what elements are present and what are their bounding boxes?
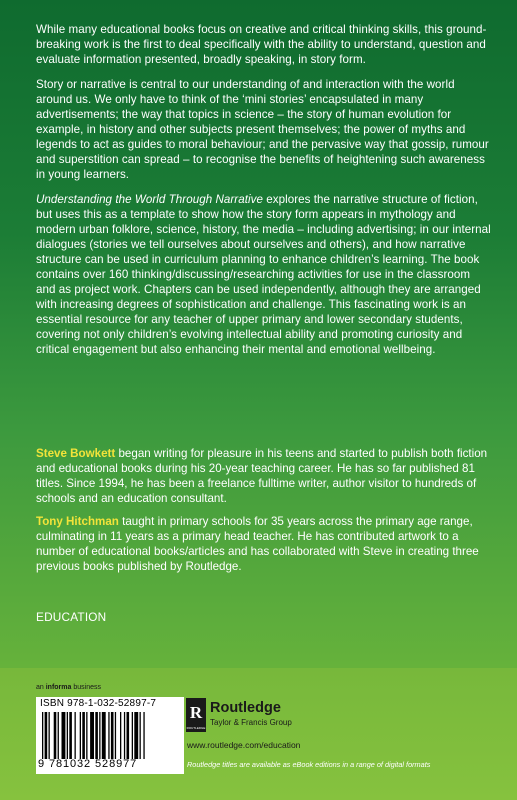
informa-logo-text: informa [45,684,72,691]
publisher-name: Routledge [210,700,281,716]
publisher-url: www.routledge.com/education [187,740,301,750]
author-bios [36,446,491,582]
informa-business-label: an informa business [36,684,101,691]
author-name: Tony Hitchman [36,515,119,528]
svg-text:ROUTLEDGE: ROUTLEDGE [186,726,206,730]
book-description [36,22,491,367]
author-bio-2 [36,514,491,574]
author-bio-text: taught in primary schools for 35 years across the primary age range, culminating in 11 years as a primary head teacher. He has contributed artwork to a number of educational books/articles and has collaborated with Steve in creating three previous books published by Routledge. [36,515,479,573]
isbn-label: ISBN 978-1-032-52897-7 [40,698,157,709]
barcode-digits: 9 781032 528977 [38,758,138,770]
subject-category: EDUCATION [36,610,107,624]
publisher-group: Taylor & Francis Group [210,718,292,727]
author-bio-text: began writing for pleasure in his teens and started to publish both fiction and educational books during his 20-year teaching career. He has so far published 81 titles. Since 1994, he has been a freelance fulltime writer, author visitor to hundreds of schools and an education consultant. [36,447,488,505]
description-paragraph-1: While many educational books focus on creative and critical thinking skills, this ground-breaking work is the first to deal specifically with the ability to understand, question and evaluate information presented, broadly speaking, in story form. [36,23,487,66]
routledge-logo-icon [186,698,206,732]
author-name: Steve Bowkett [36,447,116,460]
author-bio-1 [36,446,491,506]
isbn-barcode [36,697,184,774]
book-title-inline: Understanding the World Through Narrative [36,193,263,206]
svg-text:R: R [189,703,203,722]
description-paragraph-3 [36,192,491,357]
description-paragraph-3-text: explores the narrative structure of fiction, but uses this as a template to show how the story form appears in mythology and modern urban folklore, science, history, the media – including advertising; in our internal dialogues (stories we tell ourselves about ourselves and others), and how narrative structure can be used in curriculum planning to enhance children’s learning. The book contains over 160 thinking/discussing/researching activities for use in the classroom and as project work. Chapters can be used independently, although they are arranged with increasing degrees of sophistication and challenge. This fascinating work is an essential resource for any teacher of upper primary and lower secondary students, covering not only children’s evolving intellectual ability and promoting curiosity and critical engagement but also enhancing their mental and emotional wellbeing. [36,193,491,356]
ebook-availability-note: Routledge titles are available as eBook editions in a range of digital formats [187,760,431,769]
description-paragraph-2: Story or narrative is central to our understanding of and interaction with the world around us. We only have to think of the ‘mini stories’ encapsulated in many advertisements; the way that topics in science – the story of human evolution for example, in history and other subjects present themselves; the power of myths and legends to act as guides to moral behaviour; and the pervasive way that gossip, rumour and superstition can spread – to recognise the benefits of heightening such awareness in young learners. [36,78,489,181]
barcode-bars [42,712,180,759]
